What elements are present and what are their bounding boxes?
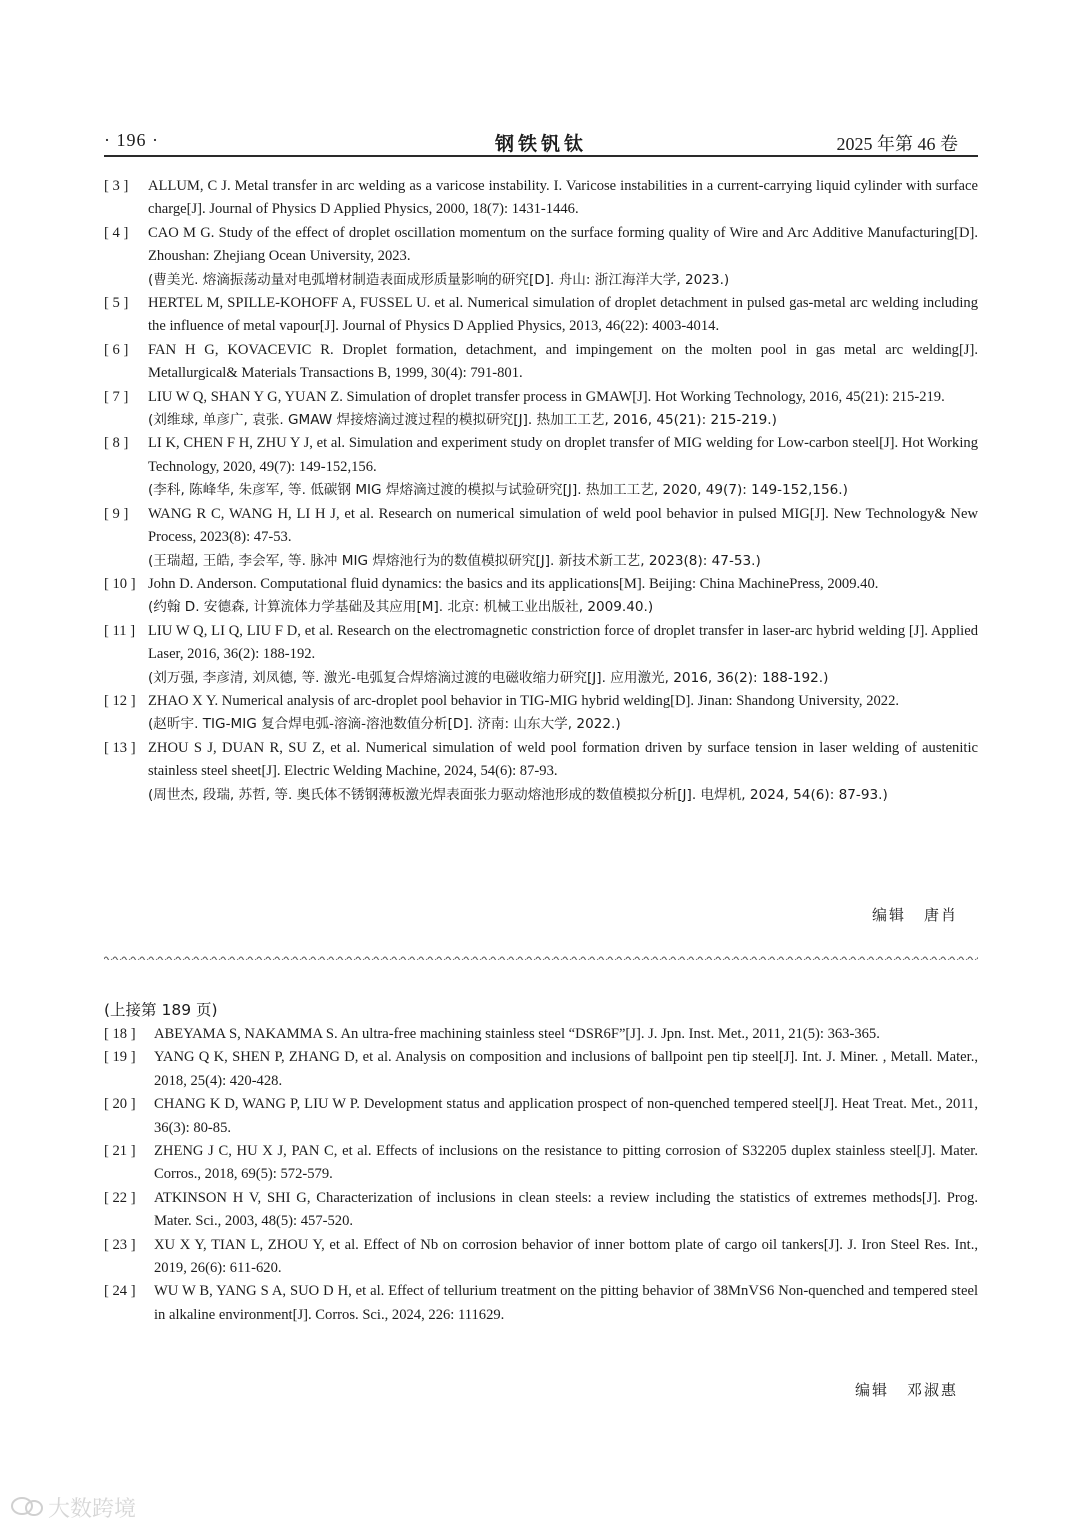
reference-item: [104, 737, 978, 807]
editor-credit-2: [855, 1379, 958, 1400]
reference-item: [104, 175, 978, 222]
reference-number: [ 12 ]: [104, 692, 136, 709]
reference-text: LIU W Q, LI Q, LIU F D, et al. Research on the electromagnetic constriction force of droplet transfer in laser-arc hybrid welding [J]. Applied Laser, 2016, 36(2): 188-192.: [148, 622, 978, 663]
reference-text: ABEYAMA S, NAKAMMA S. An ultra-free machining stainless steel “DSR6F”[J]. J. Jpn. Inst. Met., 2011, 21(5): 363-365.: [154, 1026, 880, 1042]
watermark: [10, 1492, 136, 1524]
reference-item: [104, 573, 978, 620]
reference-item: [104, 386, 978, 433]
chat-bubble-icon: [10, 1496, 44, 1524]
reference-text: ZHAO X Y. Numerical analysis of arc-droplet pool behavior in TIG-MIG hybrid welding[D]. Jinan: Shandong University, 2022.: [148, 692, 900, 709]
reference-number: [ 20 ]: [104, 1096, 136, 1113]
reference-chinese-text: (赵昕宇. TIG-MIG 复合焊电弧-溶滴-溶池数值分析[D]. 济南: 山东大学, 2022.): [148, 716, 621, 733]
reference-number: [ 18 ]: [104, 1026, 136, 1042]
reference-item: [104, 1023, 978, 1046]
editor-name: 唐肖: [923, 906, 958, 924]
reference-number: [ 9 ]: [104, 505, 129, 522]
reference-item: [104, 1187, 978, 1234]
running-header: [104, 128, 978, 156]
reference-number: [ 3 ]: [104, 178, 129, 194]
reference-item: [104, 1140, 978, 1187]
reference-text: ALLUM, C J. Metal transfer in arc welding as a varicose instability. I. Varicose instabilities in a current-carrying liquid cylinder with surface charge[J]. Journal of Physics D Applied Physics, 2000, 18(7): 1431-1446.: [148, 178, 978, 218]
reference-text: WANG R C, WANG H, LI H J, et al. Research on numerical simulation of weld pool behavior in pulsed MIG[J]. New Technology& New Process, 2023(8): 47-53.: [148, 505, 978, 546]
reference-item: [104, 1234, 978, 1281]
reference-item: [104, 690, 978, 737]
editor-role: 编辑: [854, 1381, 889, 1399]
reference-number: [ 21 ]: [104, 1143, 136, 1160]
reference-number: [ 19 ]: [104, 1049, 136, 1066]
watermark-text: 大数跨境: [48, 1497, 137, 1522]
reference-item: [104, 292, 978, 339]
reference-chinese-text: (李科, 陈峰华, 朱彦军, 等. 低碳钢 MIG 焊熔滴过渡的模拟与试验研究[J]. 热加工工艺, 2020, 49(7): 149-152,156.): [148, 482, 848, 499]
reference-text: ZHOU S J, DUAN R, SU Z, et al. Numerical simulation of weld pool formation driven by surface tension in laser welding of austenitic stainless steel sheet[J]. Electric Welding Machine, 2024, 54(6): 87-93.: [148, 739, 978, 780]
editor-credit-1: [872, 904, 958, 925]
reference-number: [ 5 ]: [104, 295, 129, 312]
reference-list-2: [104, 1023, 978, 1327]
reference-text: ATKINSON H V, SHI G, Characterization of inclusions in clean steels: a review including the statistics of extremes methods[J]. Prog. Mater. Sci., 2003, 48(5): 457-520.: [154, 1189, 978, 1230]
reference-text: YANG Q K, SHEN P, ZHANG D, et al. Analysis on composition and inclusions of ballpoint pen tip steel[J]. Int. J. Miner. , Metall. Mater., 2018, 25(4): 420-428.: [154, 1049, 978, 1089]
reference-item: [104, 1280, 978, 1327]
reference-chinese-text: (约翰 D. 安德森, 计算流体力学基础及其应用[M]. 北京: 机械工业出版社, 2009.40.): [148, 599, 654, 616]
reference-item: [104, 1046, 978, 1093]
reference-item: [104, 222, 978, 292]
reference-chinese-text: (刘维球, 单彦广, 袁张. GMAW 焊接熔滴过渡过程的模拟研究[J]. 热加工工艺, 2016, 45(21): 215-219.): [148, 412, 777, 429]
section-divider: [104, 950, 978, 960]
reference-text: CAO M G. Study of the effect of droplet oscillation momentum on the surface forming quality of Wire and Arc Additive Manufacturing[D]. Zhoushan: Zhejiang Ocean University, 2023.: [148, 224, 978, 265]
page-number: · 196 ·: [104, 130, 159, 150]
reference-number: [ 10 ]: [104, 575, 136, 592]
reference-chinese-text: (曹美光. 熔滴振荡动量对电弧增材制造表面成形质量影响的研究[D]. 舟山: 浙江海洋大学, 2023.): [148, 271, 730, 288]
reference-list-1: [104, 175, 978, 807]
reference-text: FAN H G, KOVACEVIC R. Droplet formation, detachment, and impingement on the molten pool in gas metal arc welding[J]. Metallurgical& Materials Transactions B, 1999, 30(4): 791-801.: [148, 341, 978, 382]
reference-number: [ 4 ]: [104, 224, 129, 241]
reference-text: XU X Y, TIAN L, ZHOU Y, et al. Effect of Nb on corrosion behavior of inner bottom plate of cargo oil tankers[J]. J. Iron Steel Res. Int., 2019, 26(6): 611-620.: [154, 1236, 978, 1277]
reference-number: [ 6 ]: [104, 341, 129, 358]
reference-item: [104, 1093, 978, 1140]
reference-number: [ 11 ]: [104, 622, 136, 639]
reference-text: ZHENG J C, HU X J, PAN C, et al. Effects of inclusions on the resistance to pitting corrosion of S32205 duplex stainless steel[J]. Mater. Corros., 2018, 69(5): 572-579.: [154, 1143, 978, 1183]
reference-number: [ 13 ]: [104, 739, 136, 756]
reference-item: [104, 432, 978, 502]
reference-text: LI K, CHEN F H, ZHU Y J, et al. Simulation and experiment study on droplet transfer of MIG welding for Low-carbon steel[J]. Hot Working Technology, 2020, 49(7): 149-152,156.: [148, 435, 978, 475]
editor-role: 编辑: [871, 906, 906, 924]
reference-text: CHANG K D, WANG P, LIU W P. Development status and application prospect of non-quenched tempered steel[J]. Heat Treat. Met., 2011, 36(3): 80-85.: [154, 1096, 978, 1136]
reference-number: [ 24 ]: [104, 1283, 136, 1300]
reference-text: WU W B, YANG S A, SUO D H, et al. Effect of tellurium treatment on the pitting behavior of 38MnVS6 Non-quenched and tempered steel in alkaline environment[J]. Corros. Sci., 2024, 226: 111629.: [154, 1283, 978, 1323]
reference-number: [ 8 ]: [104, 435, 129, 452]
reference-number: [ 7 ]: [104, 388, 129, 405]
volume-info: 2025 年第 46 卷: [836, 134, 958, 154]
reference-number: [ 23 ]: [104, 1236, 136, 1253]
editor-name: 邓淑惠: [906, 1381, 958, 1399]
reference-chinese-text: (刘万强, 李彦清, 刘凤德, 等. 激光-电弧复合焊熔滴过渡的电磁收缩力研究[J]. 应用激光, 2016, 36(2): 188-192.): [148, 669, 829, 686]
reference-item: [104, 620, 978, 690]
reference-number: [ 22 ]: [104, 1189, 136, 1206]
reference-text: HERTEL M, SPILLE-KOHOFF A, FUSSEL U. et al. Numerical simulation of droplet detachment in pulsed gas-metal arc welding including the influence of metal vapour[J]. Journal of Physics D Applied Physics, 2013, 46(22): 4003-4014.: [148, 295, 978, 335]
continued-note: (上接第 189 页): [104, 1001, 218, 1019]
journal-title: 钢铁钒钛: [494, 133, 587, 155]
reference-item: [104, 339, 978, 386]
reference-chinese-text: (周世杰, 段瑞, 苏哲, 等. 奥氏体不锈钢薄板激光焊表面张力驱动熔池形成的数值模拟分析[J]. 电焊机, 2024, 54(6): 87-93.): [148, 786, 888, 803]
reference-text: LIU W Q, SHAN Y G, YUAN Z. Simulation of droplet transfer process in GMAW[J]. Hot Working Technology, 2016, 45(21): 215-219.: [148, 388, 945, 405]
reference-item: [104, 503, 978, 573]
reference-chinese-text: (王瑞超, 王皓, 李会军, 等. 脉冲 MIG 焊熔池行为的数值模拟研究[J]. 新技术新工艺, 2023(8): 47-53.): [148, 552, 761, 569]
header-rule: [104, 155, 978, 157]
reference-text: John D. Anderson. Computational fluid dynamics: the basics and its applications[M]. Beijing: China MachinePress, 2009.40.: [148, 575, 879, 592]
